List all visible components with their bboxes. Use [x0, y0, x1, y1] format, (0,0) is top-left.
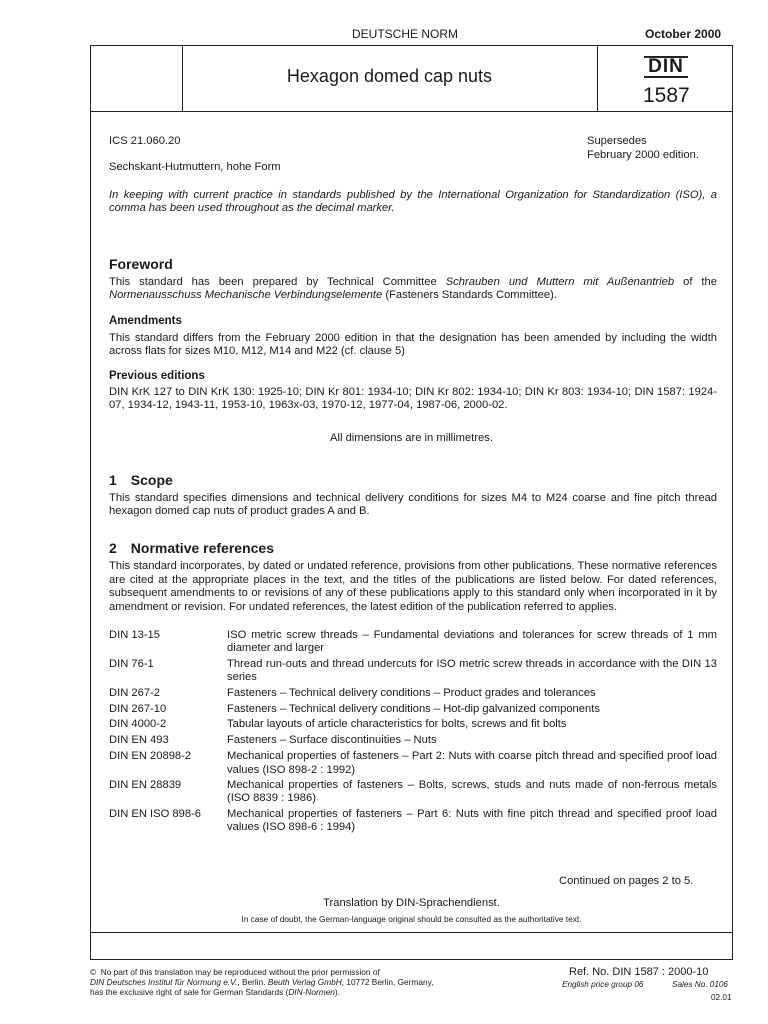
- copyright-symbol: ©: [90, 967, 97, 977]
- normative-number: 2: [109, 540, 117, 556]
- normative-title: Normative references: [130, 540, 274, 556]
- reference-row: [109, 750, 717, 777]
- reference-title: Thread run-outs and thread undercuts for ISO metric screw threads in accordance with the DIN 13 series: [227, 657, 717, 684]
- supersedes-line-2: February 2000 edition.: [587, 149, 699, 161]
- reference-row: [109, 687, 717, 700]
- header-rule: [90, 111, 733, 112]
- foreword-heading: Foreword: [109, 256, 173, 272]
- scope-text: This standard specifies dimensions and technical delivery conditions for sizes M4 to M24 coarse and fine pitch thread hexagon domed cap nuts of product grades A and B.: [109, 492, 717, 518]
- reference-row: [109, 734, 717, 747]
- reference-title: Fasteners – Technical delivery conditions – Product grades and tolerances: [227, 686, 596, 699]
- reference-title: Fasteners – Surface discontinuities – Nuts: [227, 734, 437, 747]
- footer-rule: [90, 932, 733, 933]
- reference-code: DIN 267-10: [109, 702, 167, 715]
- continued-note: Continued on pages 2 to 5.: [559, 875, 694, 887]
- document-title: Hexagon domed cap nuts: [286, 66, 493, 86]
- reference-title: Mechanical properties of fasteners – Part 2: Nuts with coarse pitch thread and specified proof load values (ISO 898-2 : 1992): [227, 750, 717, 776]
- reference-row: [109, 658, 717, 685]
- din-logo: [644, 56, 688, 78]
- previous-editions-heading: Previous editions: [109, 370, 205, 382]
- translation-note: Translation by DIN-Sprachendienst.: [323, 897, 500, 909]
- reference-row: [109, 703, 717, 716]
- scope-number: 1: [109, 472, 117, 488]
- scope-heading: [109, 472, 173, 488]
- reference-title: Mechanical properties of fasteners – Part 6: Nuts with fine pitch thread and specified proof load values (ISO 898-6 : 1994): [227, 807, 717, 834]
- ics-code: ICS 21.060.20: [109, 135, 181, 147]
- reference-title: Mechanical properties of fasteners – Bolts, screws, studs and nuts made of non-ferrous metals (ISO 8839 : 1986): [227, 779, 717, 805]
- reference-code: DIN EN ISO 898-6: [109, 807, 202, 820]
- reference-title: Fasteners – Technical delivery conditions – Hot-dip galvanized components: [227, 702, 600, 715]
- reference-code: DIN 13-15: [109, 629, 160, 641]
- title-divider-right: [597, 45, 598, 111]
- print-code: 02.01: [711, 993, 732, 1002]
- reference-row: [109, 808, 717, 835]
- price-group: English price group 06: [562, 980, 644, 989]
- reference-row: [109, 718, 717, 731]
- normative-references-heading: [109, 540, 274, 556]
- standard-number: 1587: [643, 84, 690, 107]
- copyright-notice: © No part of this translation may be reproduced without the prior permission of DIN Deutsches Institut für Normung e.V., Berlin. Beuth Verlag GmbH, 10772 Berlin, Germany, has the exclusive right of sale for German Standards (DIN-Normen).: [90, 967, 434, 997]
- dimensions-note: All dimensions are in millimetres.: [330, 432, 493, 444]
- scope-title: Scope: [130, 472, 173, 488]
- reference-code: DIN 76-1: [109, 657, 154, 670]
- reference-code: DIN 4000-2: [109, 718, 167, 731]
- reference-code: DIN EN 493: [109, 734, 169, 747]
- doubt-note: In case of doubt, the German-language original should be consulted as the authoritative text.: [241, 914, 582, 924]
- reference-title: ISO metric screw threads – Fundamental deviations and tolerances for screw threads of 1 mm diameter and larger: [227, 629, 717, 655]
- reference-code: DIN EN 20898-2: [109, 750, 192, 763]
- german-title: Sechskant-Hutmuttern, hohe Form: [109, 161, 281, 173]
- reference-row: [109, 629, 717, 656]
- reference-title: Tabular layouts of article characteristics for bolts, screws and fit bolts: [227, 718, 567, 731]
- supersedes-line-1: Supersedes: [587, 135, 647, 147]
- reference-number: Ref. No. DIN 1587 : 2000-10: [569, 966, 709, 978]
- series-label: DEUTSCHE NORM: [352, 27, 459, 41]
- amendments-heading: Amendments: [109, 315, 182, 327]
- reference-row: [109, 779, 717, 806]
- publication-date: October 2000: [645, 27, 722, 41]
- reference-code: DIN 267-2: [109, 686, 160, 699]
- din-logo-text: DIN: [648, 56, 684, 77]
- foreword-text: This standard has been prepared by Technical Committee Schrauben und Muttern mit Außenantrieb of the Normenausschuss Mechanische Verbindungselemente (Fasteners Standards Committee).: [109, 276, 717, 302]
- sales-number: Sales No. 0106: [672, 980, 728, 989]
- previous-editions-text: DIN KrK 127 to DIN KrK 130: 1925-10; DIN Kr 801: 1934-10; DIN Kr 802: 1934-10; DIN Kr 803: 1934-10; DIN 1587: 1924-07, 1934-12, 1943-11, 1953-10, 1963x-03, 1970-12, 1977-04, 1987-06, 2000-02.: [109, 386, 717, 412]
- reference-code: DIN EN 28839: [109, 779, 182, 792]
- normative-intro: This standard incorporates, by dated or undated reference, provisions from other publications. These normative references are cited at the appropriate places in the text, and the titles of the publications are listed below. For dated references, subsequent amendments to or revisions of any of these publications apply to this standard only when incorporated in it by amendment or revision. For undated references, the latest edition of the publication referred to applies.: [109, 560, 717, 613]
- amendments-text: This standard differs from the February 2000 edition in that the designation has been amended by including the width across flats for sizes M10, M12, M14 and M22 (cf. clause 5): [109, 332, 717, 358]
- decimal-note: In keeping with current practice in standards published by the International Organization for Standardization (ISO), a comma has been used throughout as the decimal marker.: [109, 189, 717, 215]
- references-table: [109, 629, 717, 835]
